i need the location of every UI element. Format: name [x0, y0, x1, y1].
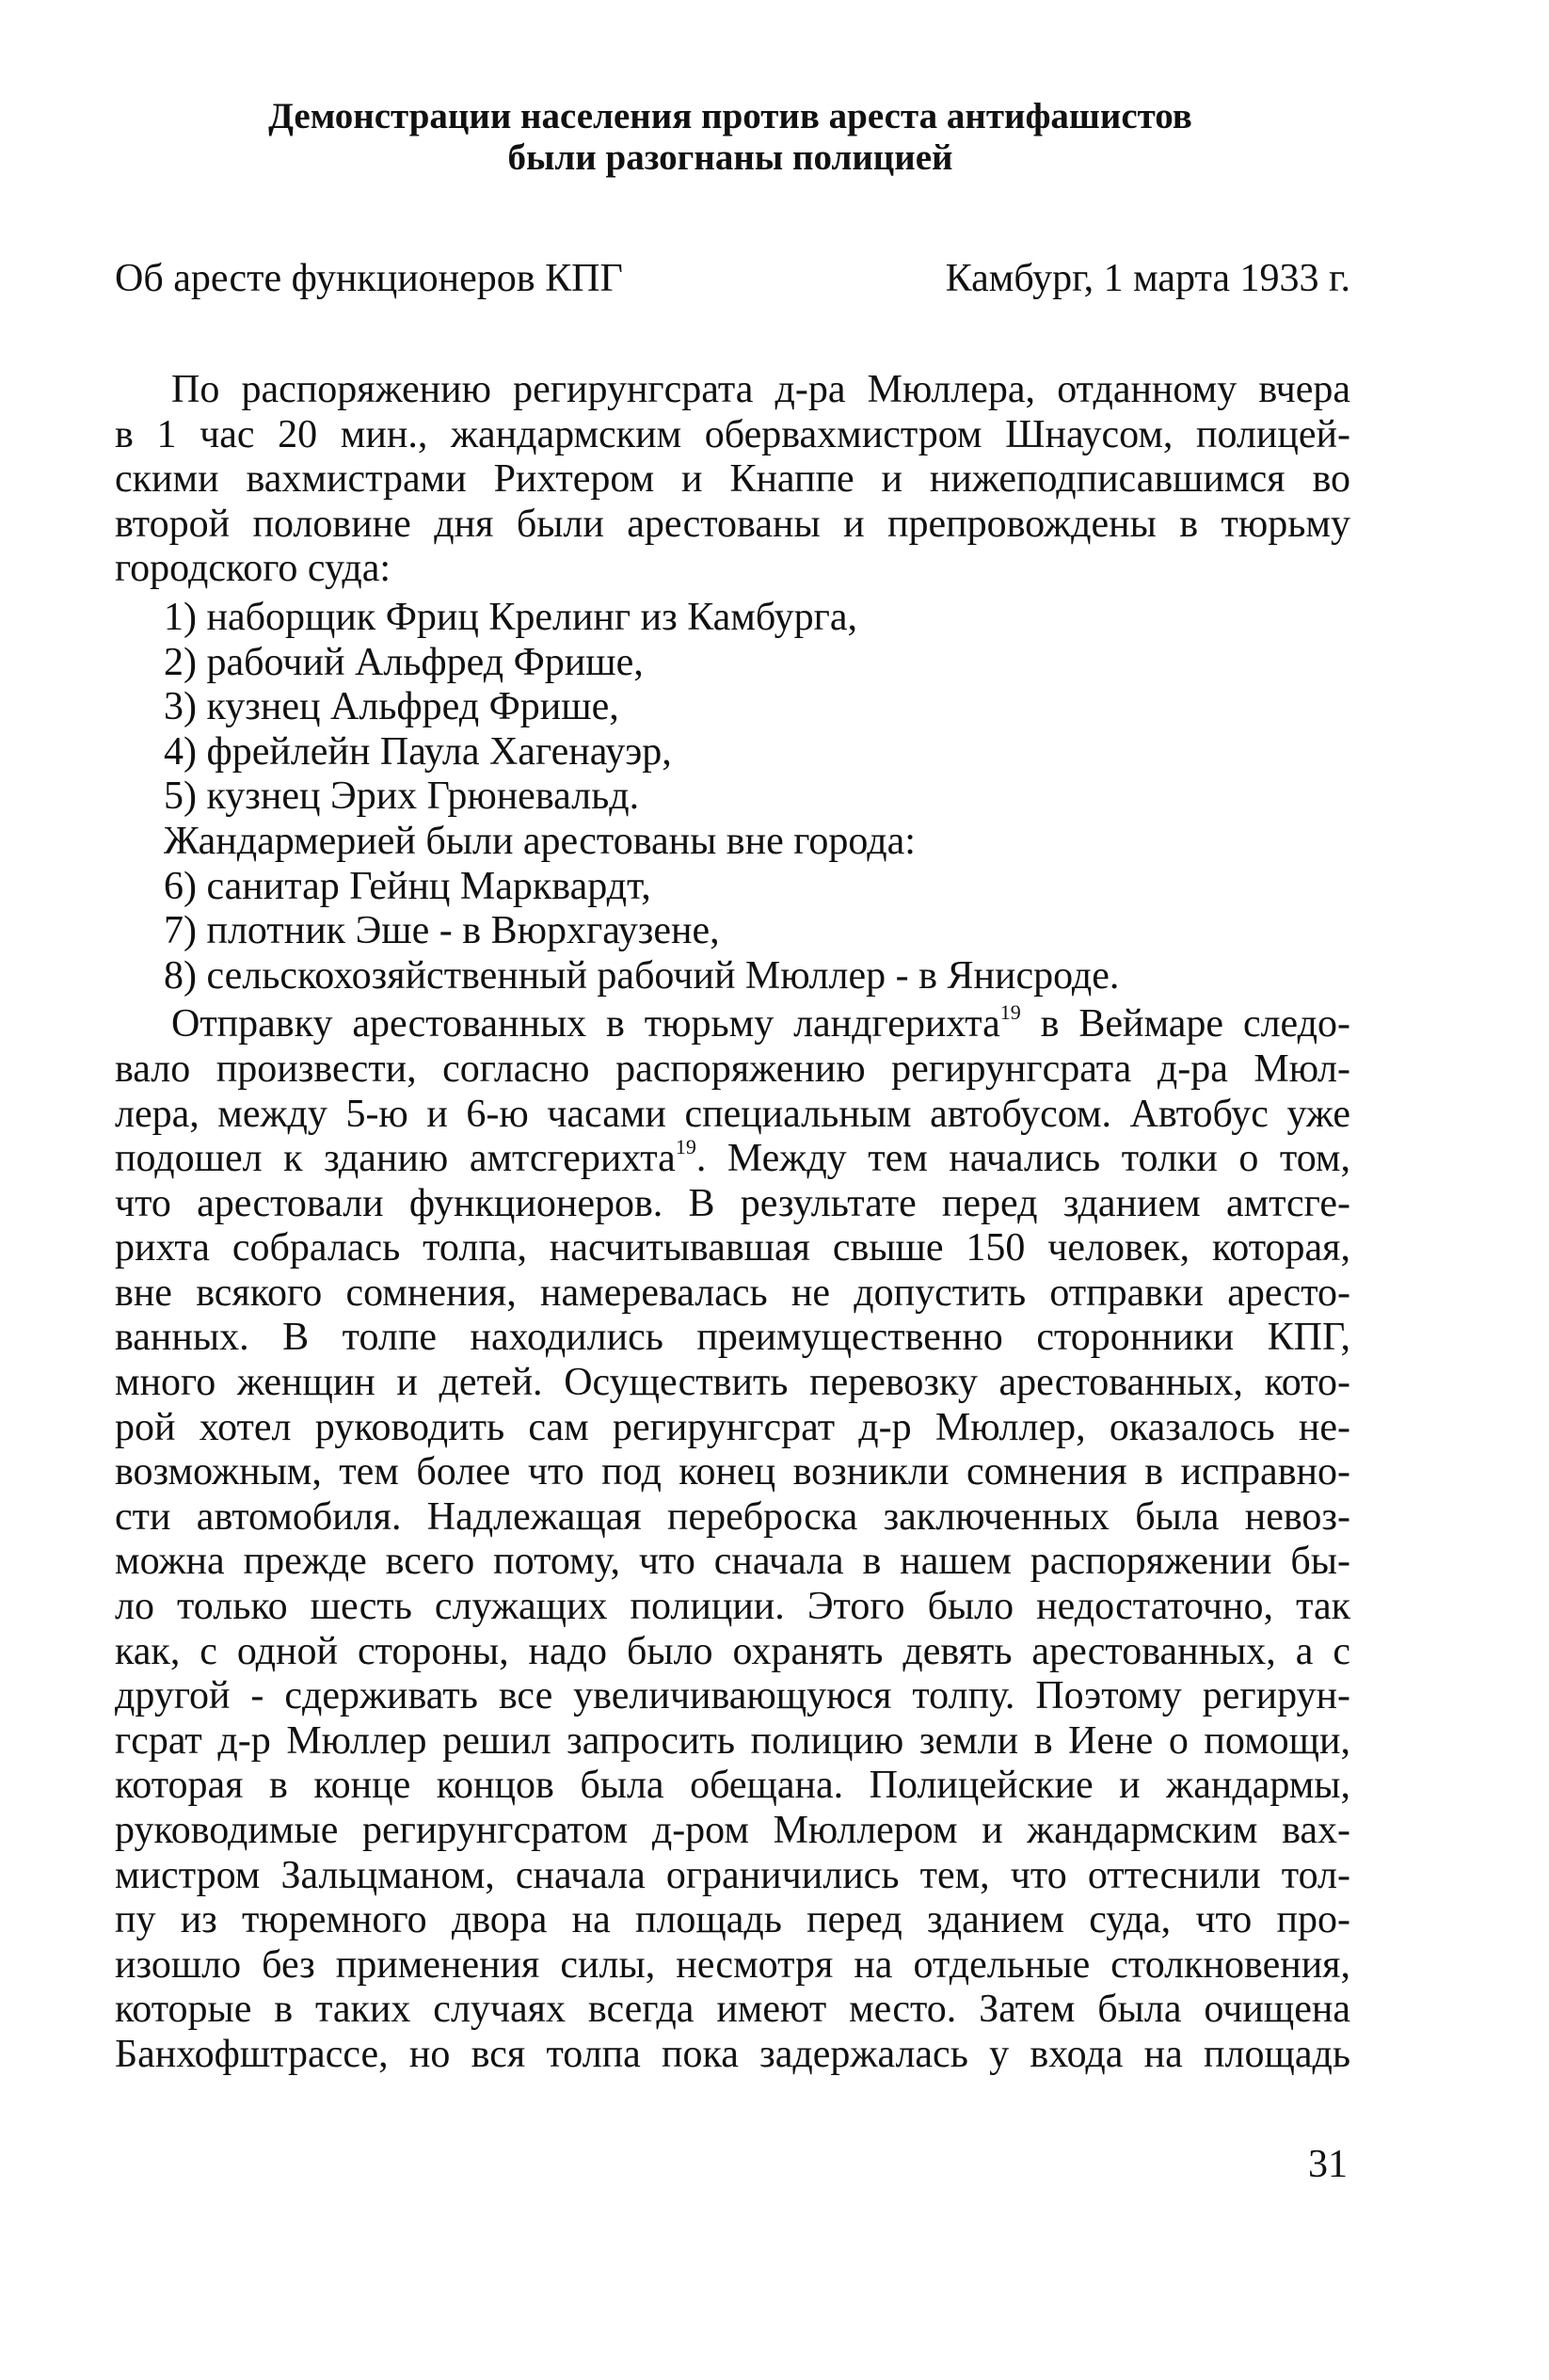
list-item: 7) плотник Эше - в Вюрхгаузене,	[164, 909, 720, 953]
document-title-line-2: были разогнаны полицией	[507, 137, 953, 178]
paragraph-line: второй половине дня были арестованы и препровождены в тюрьму	[115, 502, 1350, 546]
line-text: возможным, тем более что под конец возникли сомнения в исправно-	[115, 1450, 1350, 1494]
list-item: 1) наборщик Фриц Крелинг из Камбурга,	[164, 595, 858, 639]
paragraph-line	[115, 1943, 1350, 1989]
line-text: . Между тем начались толки о том,	[695, 1137, 1350, 1181]
line-text: другой - сдерживать все увеличивающуюся толпу. Поэтому регирун-	[115, 1674, 1350, 1718]
line-text: сти автомобиля. Надлежащая переброска заключенных была невоз-	[115, 1494, 1350, 1539]
line-text: в Веймаре следо-	[1020, 1002, 1350, 1046]
paragraph-line	[115, 1898, 1350, 1943]
paragraph-line	[115, 1630, 1350, 1675]
line-text: пу из тюремного двора на площадь перед зданием суда, что про-	[115, 1898, 1350, 1942]
paragraph-line	[115, 1137, 1350, 1182]
paragraph-line: скими вахмистрами Рихтером и Кнаппе и нижеподписавшимся во	[115, 457, 1350, 502]
paragraph-line	[115, 1719, 1350, 1765]
paragraph-line: в 1 час 20 мин., жандармским обервахмистром Шнаусом, полицей-	[115, 412, 1350, 456]
footnote-marker: 19	[999, 1000, 1021, 1025]
line-text: рой хотел руководить сам регирунгсрат д-р Мюллер, оказалось не-	[115, 1405, 1350, 1449]
list-item: 5) кузнец Эрих Грюневальд.	[164, 775, 640, 819]
paragraph-line	[115, 1988, 1350, 2033]
line-text: ванных. В толпе находились преимущественно сторонники КПГ,	[115, 1316, 1350, 1360]
line-text: гсрат д-р Мюллер решил запросить полицию земли в Иене о помощи,	[115, 1718, 1350, 1763]
document-header	[115, 256, 1350, 301]
paragraph-line	[115, 1226, 1350, 1271]
paragraph-line	[115, 1093, 1350, 1138]
list-item: 4) фрейлейн Паула Хагенауэр,	[164, 729, 672, 774]
paragraph-line	[115, 1809, 1350, 1854]
line-text: вало произвести, согласно распоряжению регирунгсрата д-ра Мюл-	[115, 1046, 1350, 1091]
line-text: изошло без применения силы, несмотря на отдельные столкновения,	[115, 1942, 1350, 1987]
list-item: 2) рабочий Альфред Фрише,	[164, 640, 644, 684]
page-number: 31	[1308, 2143, 1348, 2186]
paragraph-line	[115, 1674, 1350, 1719]
paragraph-line	[115, 1495, 1350, 1541]
line-text: что арестовали функционеров. В результате перед зданием амтсге-	[115, 1181, 1350, 1225]
list-item: 6) санитар Гейнц Марквардт,	[164, 864, 651, 908]
footnote-marker: 19	[675, 1135, 696, 1159]
list-intro: Жандармерией были арестованы вне города:	[164, 819, 916, 863]
paragraph-line	[115, 1002, 1350, 1047]
paragraph-line	[115, 1182, 1350, 1227]
line-text: Отправку арестованных в тюрьму ландгерихта	[171, 1002, 1000, 1046]
document-body	[115, 368, 1350, 2078]
paragraph-line	[115, 1361, 1350, 1406]
line-text: как, с одной стороны, надо было охранять девять арестованных, а с	[115, 1629, 1350, 1673]
paragraph-line	[115, 1450, 1350, 1495]
document-place-date: Камбург, 1 марта 1933 г.	[945, 257, 1350, 300]
line-text: рихта собралась толпа, насчитывавшая свыше 150 человек, которая,	[115, 1226, 1350, 1270]
document-subject: Об аресте функционеров КПГ	[115, 257, 623, 300]
line-text: вне всякого сомнения, намеревалась не допустить отправки аресто-	[115, 1270, 1350, 1315]
line-text: Банхофштрассе, но вся толпа пока задержалась у входа на площадь	[115, 2032, 1350, 2076]
paragraph-line: городского суда:	[115, 547, 391, 591]
paragraph-line	[115, 1406, 1350, 1451]
line-text: лера, между 5-ю и 6-ю часами специальным автобусом. Автобус уже	[115, 1092, 1350, 1136]
line-text: подошел к зданию амтсгерихта	[115, 1137, 676, 1181]
paragraph-line	[115, 1540, 1350, 1585]
paragraph-line: По распоряжению регирунгсрата д-ра Мюллера, отданному вчера	[171, 368, 1350, 411]
paragraph-line	[115, 1271, 1350, 1317]
line-text: можна прежде всего потому, что сначала в нашем распоряжении бы-	[115, 1540, 1350, 1584]
paragraph-line	[115, 1764, 1350, 1809]
line-text: мистром Зальцманом, сначала ограничились тем, что оттеснили тол-	[115, 1853, 1350, 1897]
paragraph-line	[115, 1854, 1350, 1899]
line-text: которая в конце концов была обещана. Полицейские и жандармы,	[115, 1764, 1350, 1808]
list-item: 3) кузнец Альфред Фрише,	[164, 685, 619, 729]
paragraph-line	[115, 2033, 1350, 2078]
document-title-line-1: Демонстрации населения против ареста антифашистов	[268, 96, 1192, 136]
line-text: руководимые регирунгсратом д-ром Мюллером и жандармским вах-	[115, 1809, 1350, 1852]
line-text: много женщин и детей. Осуществить перевозку арестованных, кото-	[115, 1361, 1350, 1405]
paragraph-line	[115, 1047, 1350, 1093]
line-text: которые в таких случаях всегда имеют место. Затем была очищена	[115, 1988, 1350, 2032]
paragraph-line	[115, 1316, 1350, 1361]
list-item: 8) сельскохозяйственный рабочий Мюллер - в Янисроде.	[164, 953, 1120, 998]
line-text: ло только шесть служащих полиции. Этого было недостаточно, так	[115, 1585, 1350, 1629]
paragraph-line	[115, 1585, 1350, 1630]
